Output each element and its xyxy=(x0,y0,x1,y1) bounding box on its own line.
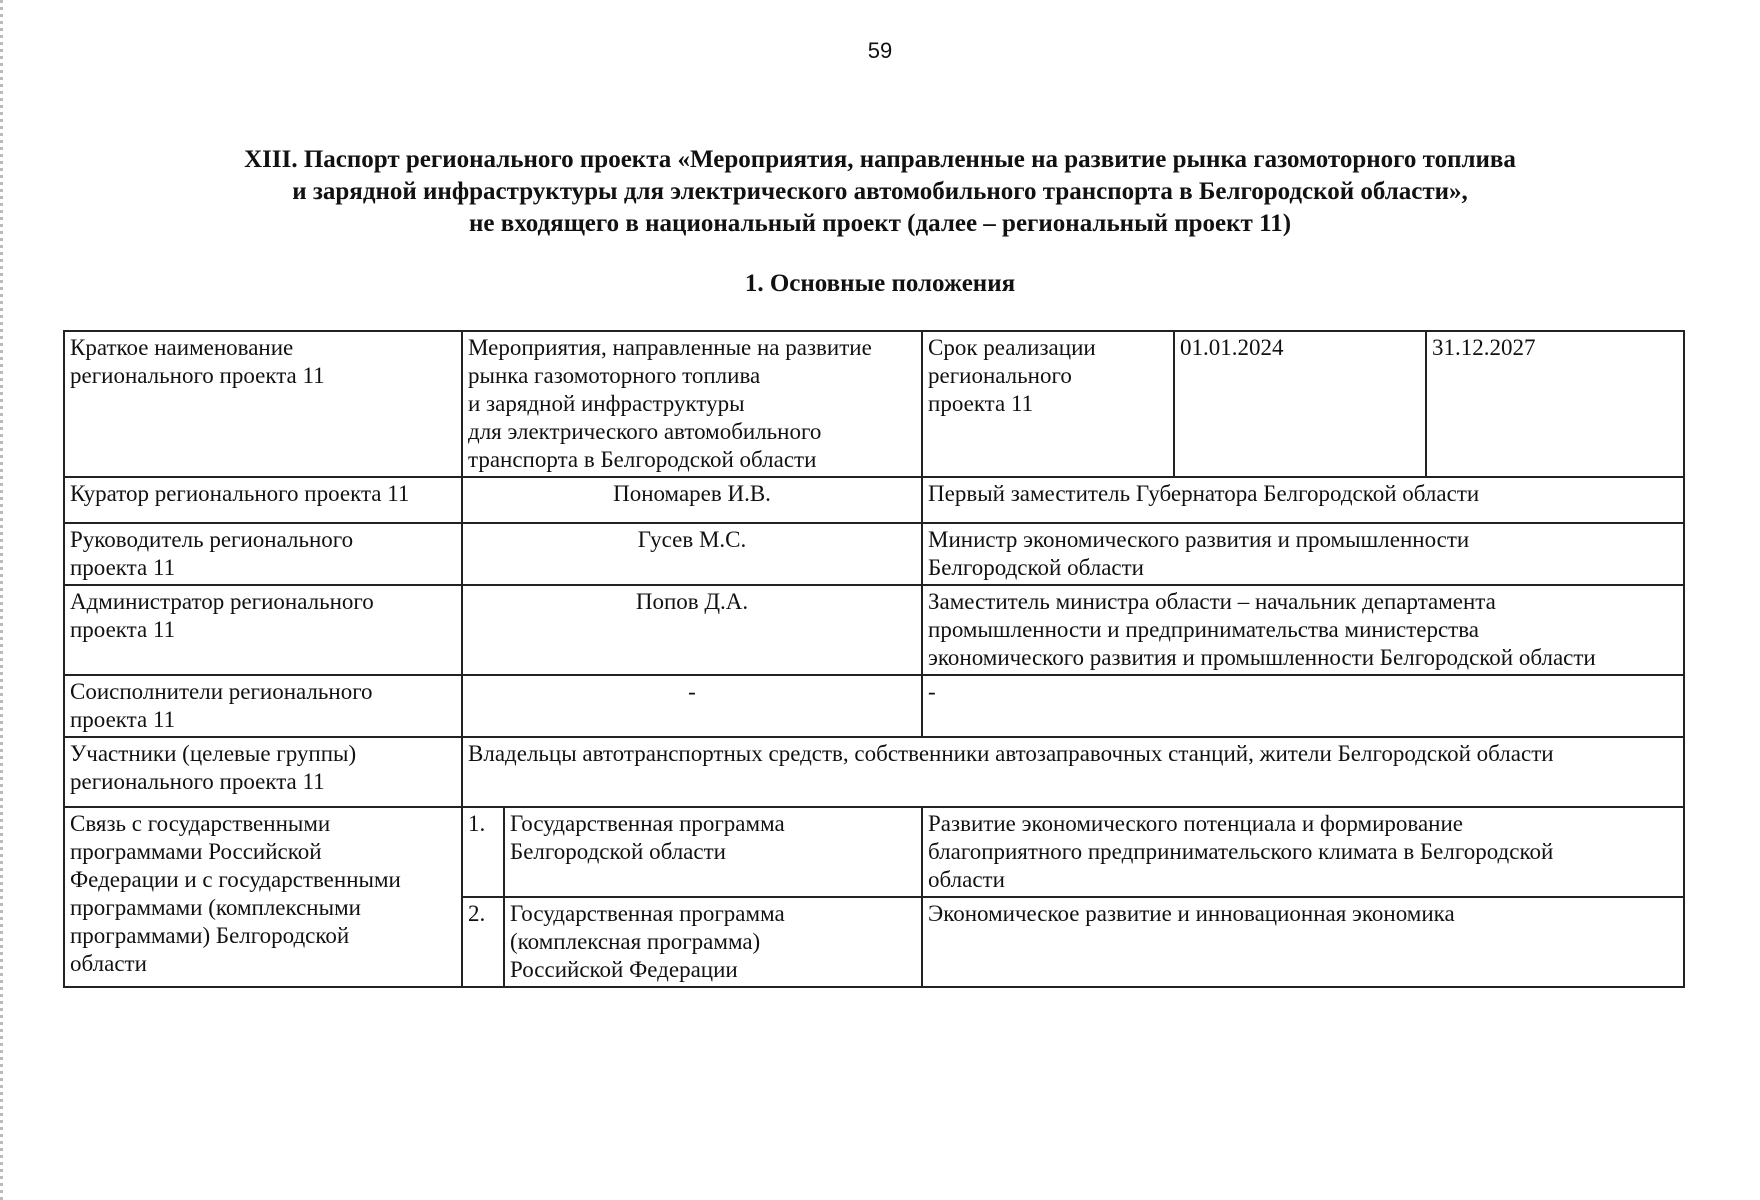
table-row-admin xyxy=(64,585,1684,675)
admin-name: Попов Д.А. xyxy=(462,585,922,675)
participants-value: Владельцы автотранспортных средств, собственники автозаправочных станций, жители Белгородской области xyxy=(462,737,1684,807)
curator-name: Пономарев И.В. xyxy=(462,477,922,523)
title-line-1: XIII. Паспорт регионального проекта «Мероприятия, направленные на развитие рынка газомоторного топлива xyxy=(244,146,1516,173)
table-row-curator xyxy=(64,477,1684,523)
head-name: Гусев М.С. xyxy=(462,523,922,585)
scan-edge-artifact xyxy=(0,0,3,1200)
section-heading: 1. Основные положения xyxy=(744,270,1016,297)
programs-label: Связь с государственными программами Российской Федерации и с государственными программами (комплексными программами) Белгородской области xyxy=(64,807,462,987)
table-row-program-1 xyxy=(64,807,1684,897)
admin-label: Администратор регионального проекта 11 xyxy=(64,585,462,675)
project-passport-table xyxy=(63,330,1685,988)
program-type: Государственная программа (комплексная программа) Российской Федерации xyxy=(504,897,922,987)
period-start: 01.01.2024 xyxy=(1174,331,1426,477)
curator-position: Первый заместитель Губернатора Белгородской области xyxy=(922,477,1684,523)
head-position: Министр экономического развития и промышленности Белгородской области xyxy=(922,523,1684,585)
program-number: 2. xyxy=(462,897,504,987)
coexecutors-name: - xyxy=(462,675,922,737)
curator-label: Куратор регионального проекта 11 xyxy=(64,477,462,523)
head-label: Руководитель регионального проекта 11 xyxy=(64,523,462,585)
title-line-2: и зарядной инфраструктуры для электрического автомобильного транспорта в Белгородской области», xyxy=(292,178,1468,205)
table-row-short-name xyxy=(64,331,1684,477)
period-label: Срок реализации регионального проекта 11 xyxy=(922,331,1174,477)
program-type: Государственная программа Белгородской области xyxy=(504,807,922,897)
document-title xyxy=(120,144,1640,240)
page-number: 59 xyxy=(867,38,893,63)
short-name-value: Мероприятия, направленные на развитие рынка газомоторного топлива и зарядной инфраструктуры для электрического автомобильного транспорта в Белгородской области xyxy=(462,331,922,477)
table-row-head xyxy=(64,523,1684,585)
coexecutors-position: - xyxy=(922,675,1684,737)
admin-position: Заместитель министра области – начальник департамента промышленности и предпринимательства министерства экономического развития и промышленности Белгородской области xyxy=(922,585,1684,675)
participants-label: Участники (целевые группы) регионального проекта 11 xyxy=(64,737,462,807)
table-row-participants xyxy=(64,737,1684,807)
program-name: Экономическое развитие и инновационная экономика xyxy=(922,897,1684,987)
period-end: 31.12.2027 xyxy=(1426,331,1684,477)
program-number: 1. xyxy=(462,807,504,897)
program-name: Развитие экономического потенциала и формирование благоприятного предпринимательского климата в Белгородской области xyxy=(922,807,1684,897)
short-name-label: Краткое наименование регионального проекта 11 xyxy=(64,331,462,477)
coexecutors-label: Соисполнители регионального проекта 11 xyxy=(64,675,462,737)
table-row-coexecutors xyxy=(64,675,1684,737)
title-line-3: не входящего в национальный проект (далее – региональный проект 11) xyxy=(468,210,1292,237)
